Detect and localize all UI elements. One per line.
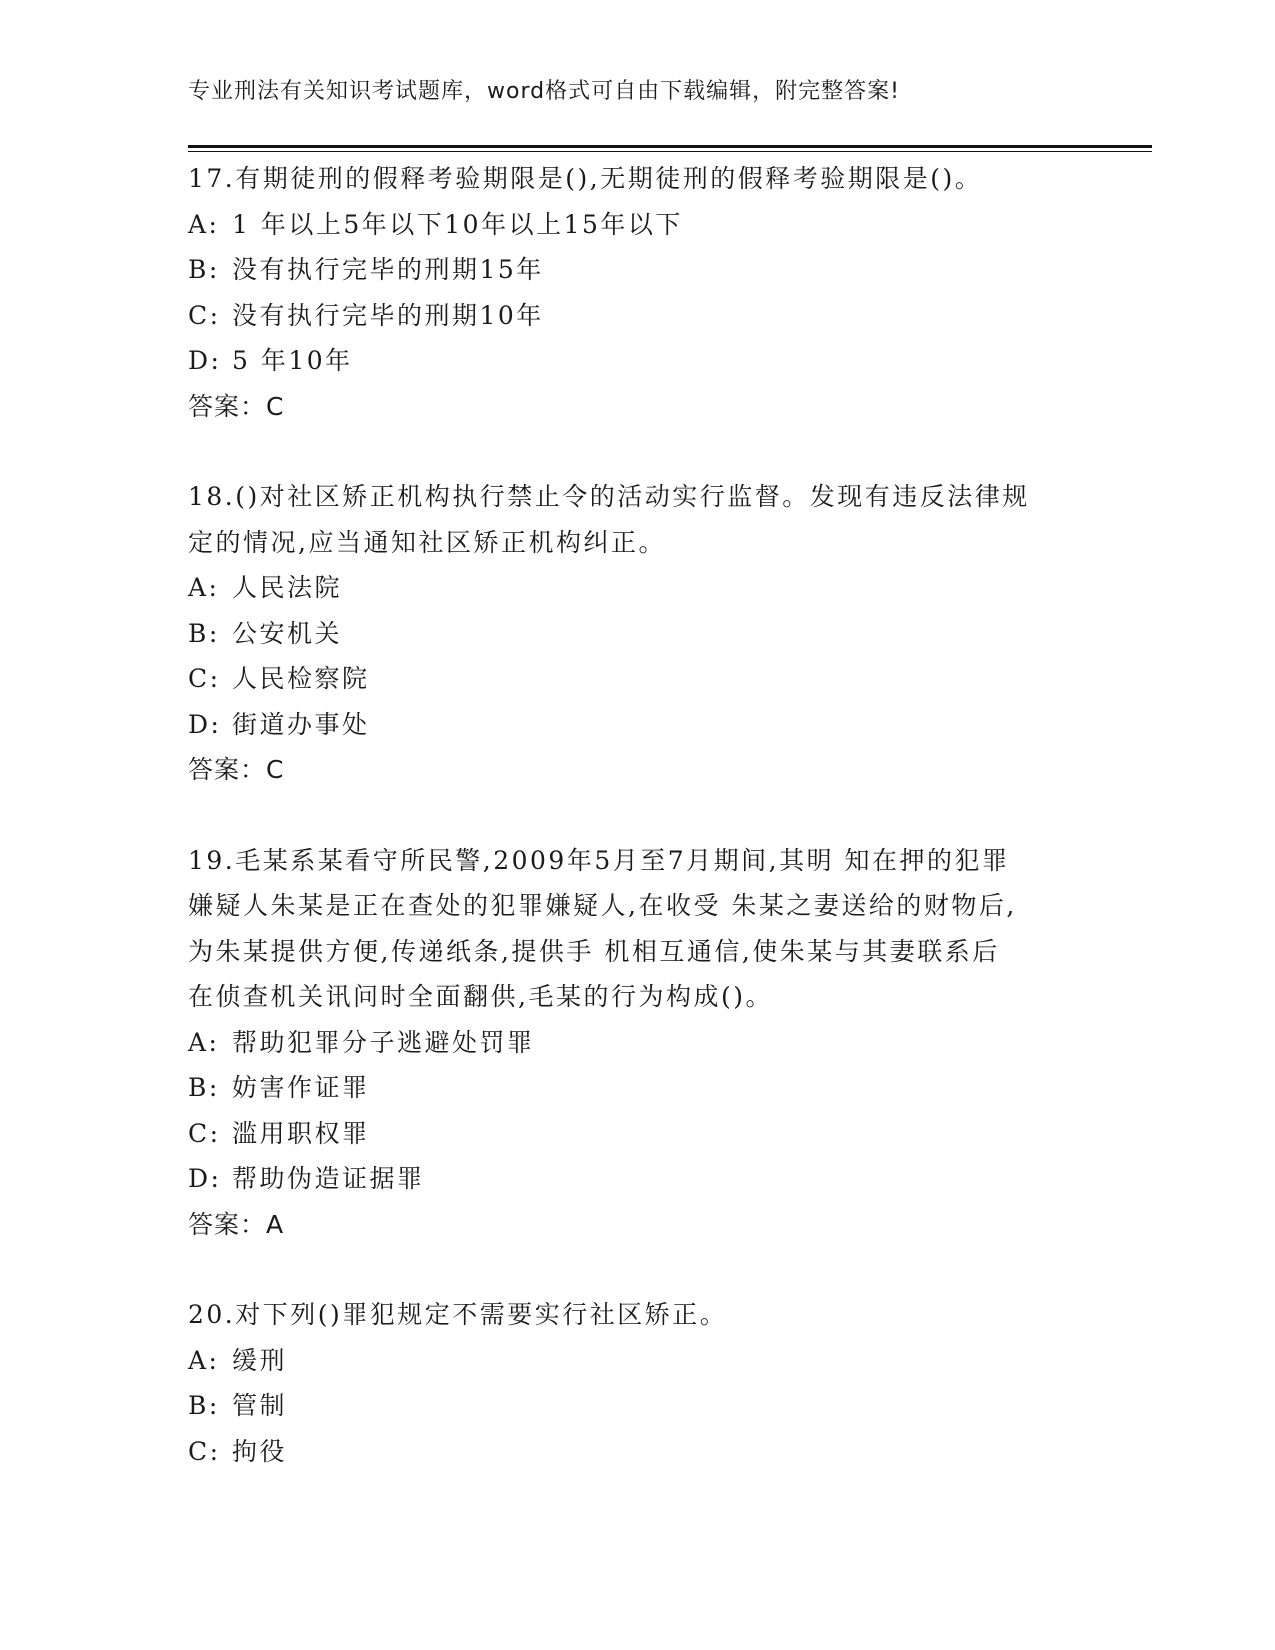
option-text: 缓刑 [232,1345,288,1375]
answer-option [188,1429,1088,1475]
option-text: 帮助伪造证据罪 [232,1164,425,1193]
question-block [188,1292,1088,1474]
option-text: 拘役 [232,1436,288,1466]
option-label: C: [188,1118,221,1148]
option-label: B: [188,618,220,648]
option-label: A: [188,209,220,239]
option-label: B: [188,1073,220,1102]
answer-option [188,202,1088,248]
answer-option [188,247,1088,293]
option-text: 人民法院 [232,573,343,602]
question-stem-line: 定的情况,应当通知社区矫正机构纠正。 [188,527,666,557]
question-stem-line: 18.()对社区矫正机构执行禁止令的活动实行监督。发现有违反法律规 [188,482,1030,511]
question-block [188,838,1088,1248]
option-label: D: [188,709,222,739]
option-label: D: [188,1164,222,1193]
option-text: 滥用职权罪 [232,1118,370,1148]
question-list [188,156,1088,1474]
question-stem-line: 19.毛某系某看守所民警,2009年5月至7月期间,其明 知在押的犯罪 [188,845,1010,875]
answer-option [188,1338,1088,1384]
question-stem-line: 为朱某提供方便,传递纸条,提供手 机相互通信,使朱某与其妻联系后 [188,936,1000,966]
option-label: A: [188,573,220,602]
option-text: 公安机关 [232,618,343,648]
answer-option [188,611,1088,657]
answer-option [188,293,1088,339]
header-rule-thick [188,145,1152,148]
answer-option [188,1383,1088,1429]
option-label: B: [188,255,220,284]
question-stem-line: 17.有期徒刑的假释考验期限是(),无期徒刑的假释考验期限是()。 [188,164,983,193]
answer-option [188,1065,1088,1111]
question-stem-line: 嫌疑人朱某是正在查处的犯罪嫌疑人,在收受 朱某之妻送给的财物后, [188,891,1017,920]
question-block [188,474,1088,793]
option-label: B: [188,1391,220,1420]
option-label: C: [188,664,221,693]
answer-option [188,702,1088,748]
option-text: 5 年10年 [232,346,353,375]
answer-option [188,1111,1088,1157]
answer-option [188,565,1088,611]
answer-option [188,338,1088,384]
option-label: A: [188,1027,220,1057]
option-text: 1 年以上5年以下10年以上15年以下 [232,209,683,239]
answer-key: 答案：A [188,1209,285,1239]
answer-option [188,1156,1088,1202]
option-text: 妨害作证罪 [232,1073,370,1102]
option-text: 管制 [232,1391,288,1420]
answer-key: 答案：C [188,755,285,784]
option-label: A: [188,1345,220,1375]
option-label: C: [188,300,221,330]
option-label: D: [188,346,222,375]
question-block [188,156,1088,429]
option-text: 人民检察院 [232,664,370,693]
question-stem-line: 20.对下列()罪犯规定不需要实行社区矫正。 [188,1300,728,1329]
answer-key: 答案：C [188,391,285,421]
question-stem-line: 在侦查机关讯问时全面翻供,毛某的行为构成()。 [188,982,773,1011]
option-text: 帮助犯罪分子逃避处罚罪 [232,1027,535,1057]
option-text: 没有执行完毕的刑期10年 [232,300,544,330]
answer-option [188,656,1088,702]
header-rule-thin [188,151,1152,152]
answer-option [188,1020,1088,1066]
page-header: 专业刑法有关知识考试题库，word格式可自由下载编辑，附完整答案! [188,79,900,104]
option-text: 没有执行完毕的刑期15年 [232,255,544,284]
option-text: 街道办事处 [232,709,370,739]
option-label: C: [188,1436,221,1466]
